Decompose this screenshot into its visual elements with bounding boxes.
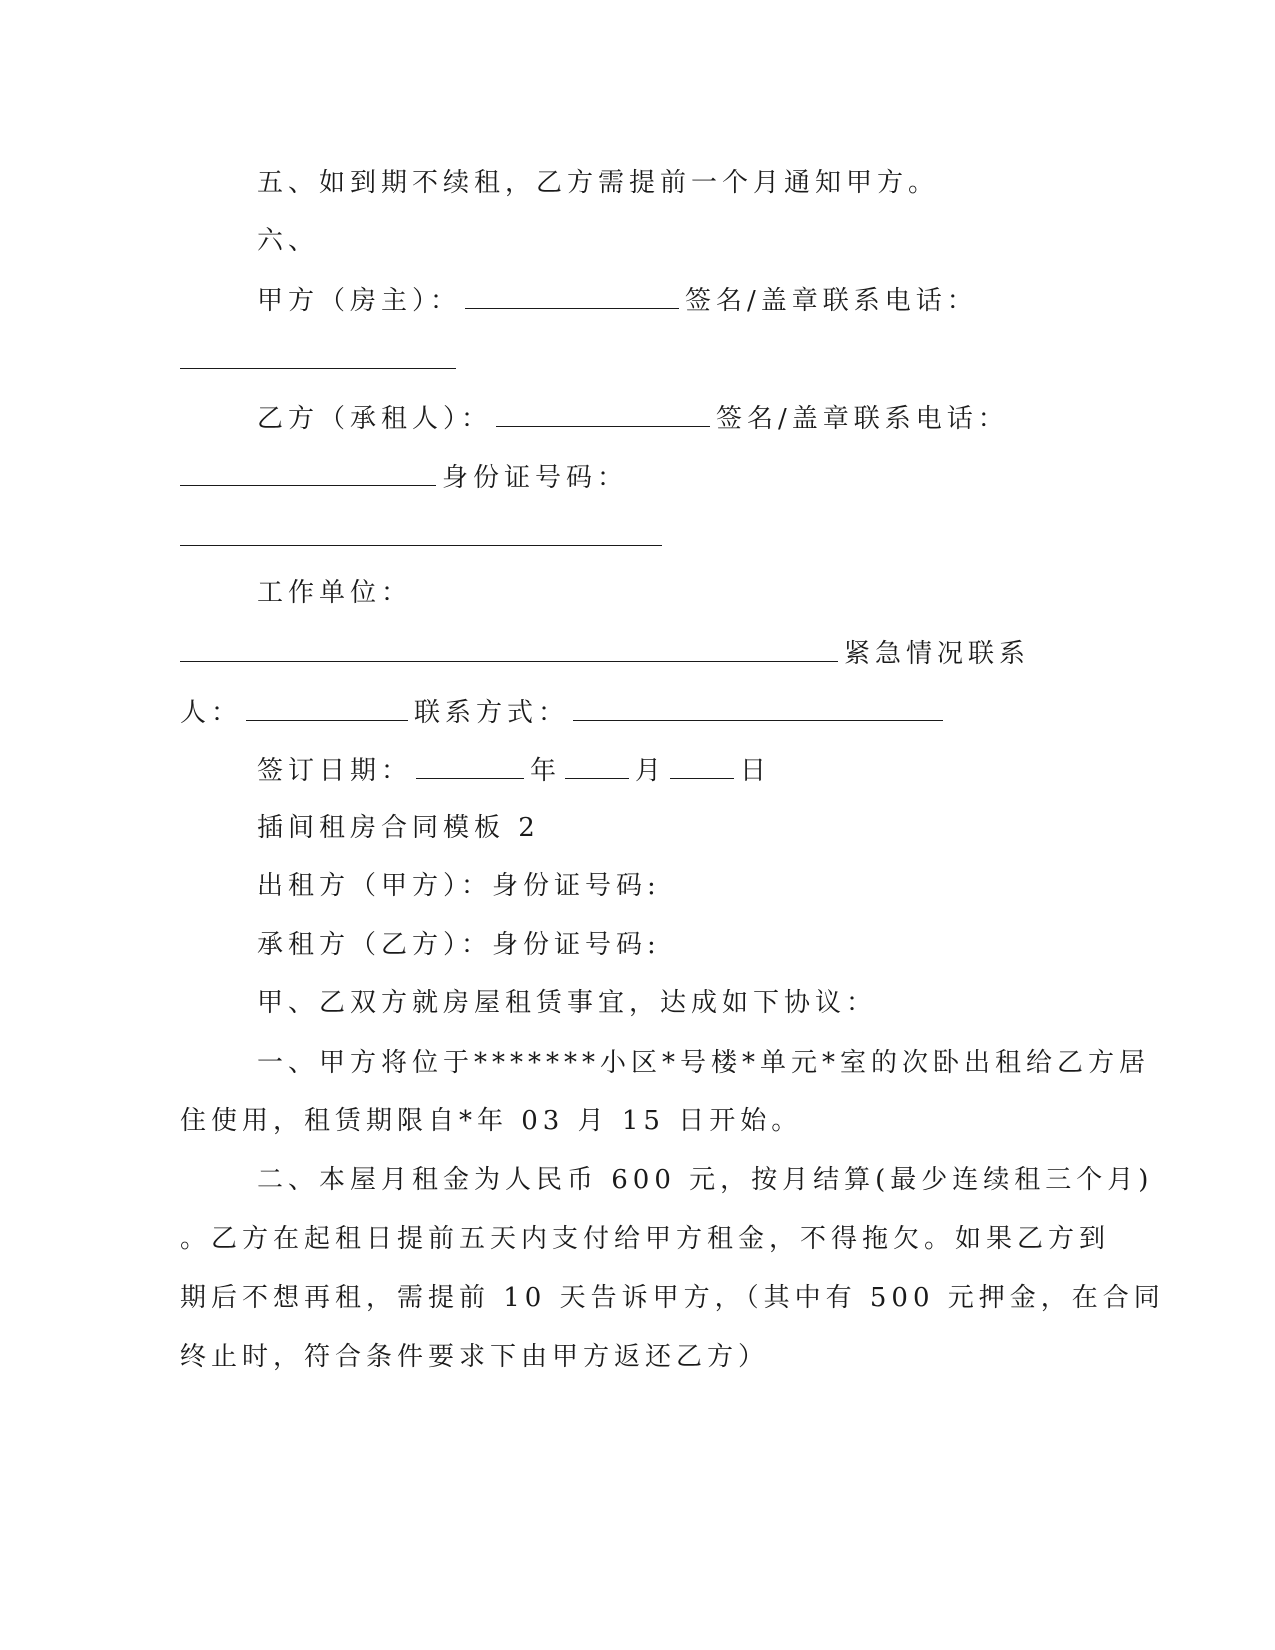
agreement-intro: 甲、乙双方就房屋租赁事宜，达成如下协议： — [257, 988, 878, 1018]
party-b-id-line — [180, 459, 628, 495]
contact-method-blank — [573, 694, 943, 721]
contract-template-title: 插间租房合同模板 2 — [257, 813, 540, 843]
contact-method-label: 联系方式： — [414, 698, 570, 728]
contact-person-label: 人： — [180, 698, 243, 728]
clause-two-line-2: 。乙方在起租日提前五天内支付给甲方租金，不得拖欠。如果乙方到 — [180, 1224, 1111, 1254]
contact-method-line — [180, 694, 949, 730]
clause-six: 六、 — [257, 226, 320, 256]
party-b-label: 乙方（承租人）： — [257, 404, 493, 434]
year-label: 年 — [530, 756, 562, 786]
party-a-name-blank — [465, 282, 679, 309]
clause-two-line-3: 期后不想再租，需提前 10 天告诉甲方，（其中有 500 元押金，在合同 — [180, 1283, 1165, 1313]
clause-five: 五、如到期不续租，乙方需提前一个月通知甲方。 — [257, 168, 940, 198]
sign-date-label: 签订日期： — [257, 756, 413, 786]
year-blank — [416, 752, 524, 779]
clause-two-line-4: 终止时，符合条件要求下由甲方返还乙方） — [180, 1342, 770, 1372]
month-blank — [565, 752, 629, 779]
id-number-blank — [180, 545, 662, 546]
id-number-label: 身份证号码： — [442, 463, 629, 493]
party-b-sign-phone-label: 签名/盖章联系电话： — [716, 404, 1009, 434]
party-a-phone-blank — [180, 368, 456, 369]
day-blank — [670, 752, 734, 779]
work-unit-label: 工作单位： — [257, 578, 413, 608]
party-a-label: 甲方（房主）： — [257, 286, 462, 316]
day-label: 日 — [740, 756, 772, 786]
month-label: 月 — [635, 756, 667, 786]
lessor-line: 出租方（甲方）：身份证号码: — [257, 871, 661, 901]
party-b-phone-blank — [180, 459, 436, 486]
party-b-signature-line — [257, 400, 1009, 436]
clause-one-line-2: 住使用，租赁期限自*年 03 月 15 日开始。 — [180, 1106, 803, 1136]
emergency-contact-line — [180, 635, 1030, 671]
work-unit-blank — [180, 635, 838, 662]
emergency-contact-label: 紧急情况联系 — [844, 639, 1031, 669]
party-a-signature-line — [257, 282, 978, 318]
party-b-name-blank — [496, 400, 710, 427]
lessee-line: 承租方（乙方）：身份证号码: — [257, 930, 661, 960]
clause-two-line-1: 二、本屋月租金为人民币 600 元，按月结算(最少连续租三个月) — [257, 1165, 1154, 1195]
party-a-sign-phone-label: 签名/盖章联系电话： — [685, 286, 978, 316]
clause-one-line-1: 一、甲方将位于*******小区*号楼*单元*室的次卧出租给乙方居 — [257, 1048, 1151, 1078]
contact-person-blank — [246, 694, 408, 721]
sign-date-line — [257, 752, 771, 788]
